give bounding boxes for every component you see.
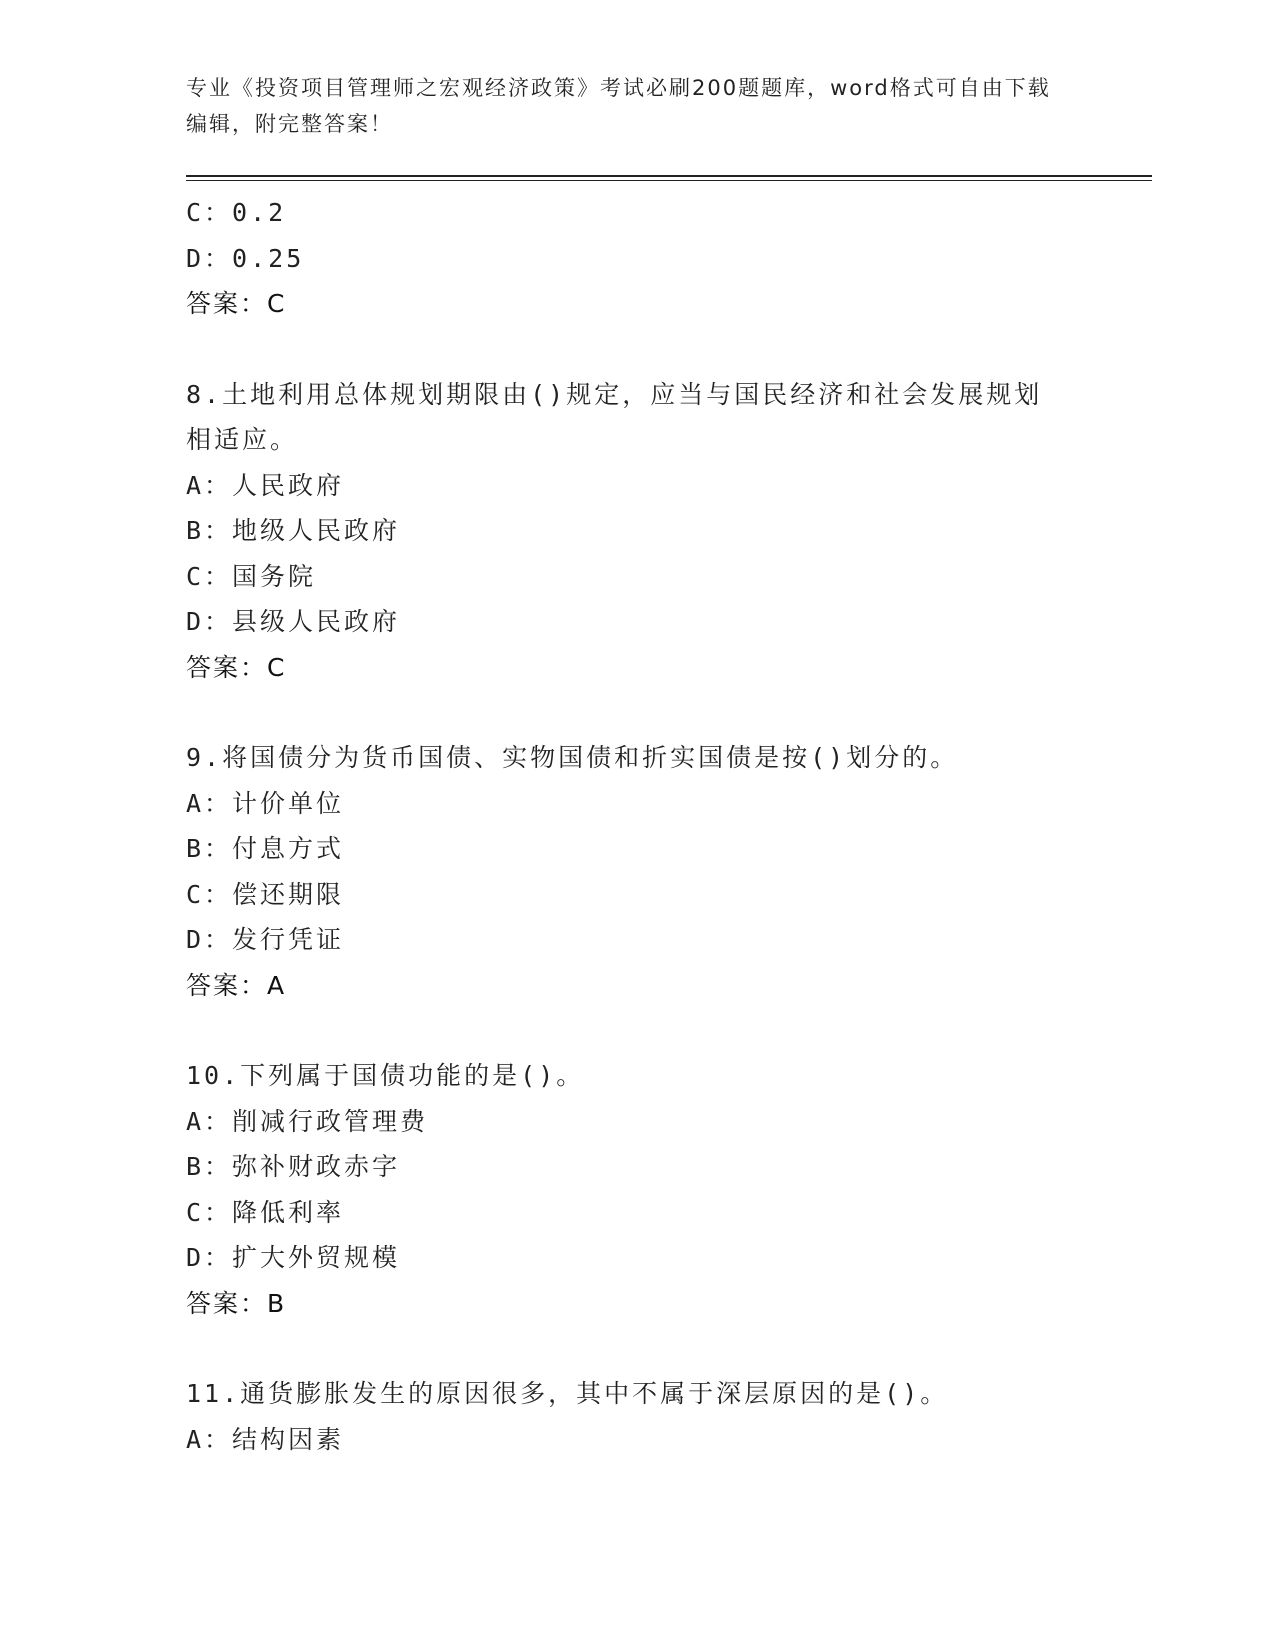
spacer	[186, 1326, 1086, 1371]
question-stem: 11.通货膨胀发生的原因很多，其中不属于深层原因的是()。	[186, 1379, 949, 1408]
option-line: B：弥补财政赤字	[186, 1152, 401, 1181]
answer-line: 答案：C	[186, 652, 287, 682]
question-stem: 8.土地利用总体规划期限由()规定，应当与国民经济和社会发展规划相适应。	[186, 379, 1043, 454]
question-stem: 9.将国债分为货币国债、实物国债和折实国债是按()划分的。	[186, 743, 959, 772]
option-line: B：付息方式	[186, 834, 345, 863]
question-stem: 10.下列属于国债功能的是()。	[186, 1061, 585, 1090]
option-line: B：地级人民政府	[186, 516, 401, 545]
spacer	[186, 1008, 1086, 1053]
header-rule-thick	[186, 175, 1152, 177]
spacer	[186, 690, 1086, 735]
option-line: C：国务院	[186, 561, 317, 591]
option-line: A：计价单位	[186, 788, 345, 818]
header-rule-thin	[186, 180, 1152, 181]
option-line: C：0.2	[186, 198, 287, 227]
option-line: A：结构因素	[186, 1424, 345, 1454]
option-line: D：0.25	[186, 243, 305, 273]
spacer	[186, 327, 1086, 372]
option-line: A：人民政府	[186, 470, 345, 500]
option-line: D：扩大外贸规模	[186, 1243, 401, 1272]
question-list	[186, 190, 1086, 1462]
answer-line: 答案：A	[186, 970, 287, 1000]
option-line: D：发行凭证	[186, 925, 345, 954]
option-line: C：偿还期限	[186, 879, 345, 909]
option-line: C：降低利率	[186, 1197, 345, 1227]
option-line: D：县级人民政府	[186, 607, 401, 636]
answer-line: 答案：B	[186, 1288, 287, 1318]
option-line: A：削减行政管理费	[186, 1106, 429, 1136]
document-header: 专业《投资项目管理师之宏观经济政策》考试必刷200题题库，word格式可自由下载编辑，附完整答案！	[186, 76, 1051, 136]
answer-line: 答案：C	[186, 289, 287, 318]
